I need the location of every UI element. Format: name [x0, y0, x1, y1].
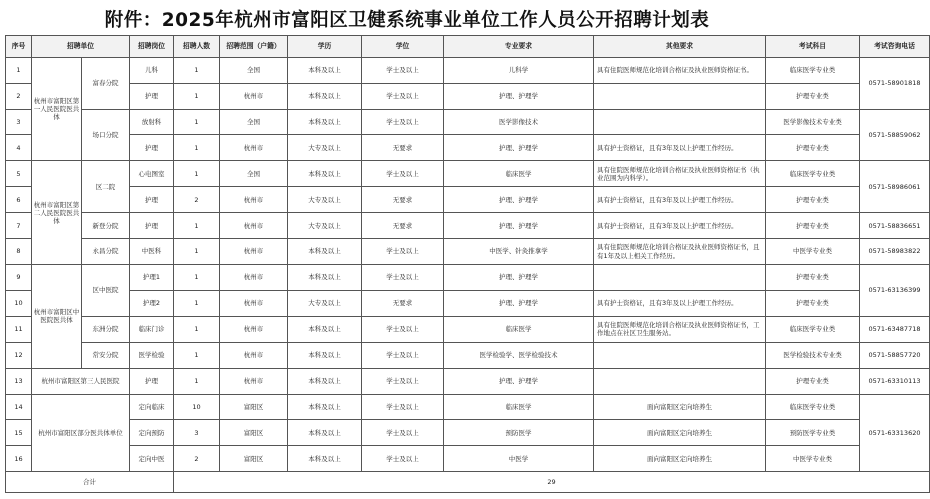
- table-row: 6 护理 2 杭州市 大专及以上 无要求 护理、护理学 具有护士资格证，且有3年及以上护理工作经历。 护理专业类: [6, 187, 930, 213]
- phone-cell: 0571-63487718: [860, 316, 930, 342]
- table-row: 3 场口分院 放射科 1 全国 本科及以上 学士及以上 医学影像技术 医学影像技术专业类 0571-58859062: [6, 109, 930, 135]
- header-phone: 考试咨询电话: [860, 36, 930, 58]
- unit-cell: 区中医院: [82, 265, 130, 317]
- unit-cell: 东洲分院: [82, 316, 130, 342]
- header-exam: 考试科目: [766, 36, 860, 58]
- unit-cell: 区二院: [82, 161, 130, 213]
- header-edu: 学历: [288, 36, 362, 58]
- table-row: 4 护理 1 杭州市 大专及以上 无要求 护理、护理学 具有护士资格证，且有3年及以上护理工作经历。 护理专业类: [6, 135, 930, 161]
- phone-cell: 0571-58859062: [860, 109, 930, 161]
- header-count: 招聘人数: [174, 36, 220, 58]
- group-cell: 杭州市富阳区中医院医共体: [32, 265, 82, 369]
- unit-cell: 永昌分院: [82, 239, 130, 265]
- table-row: 9 杭州市富阳区中医院医共体 区中医院 护理1 1 杭州市 本科及以上 学士及以上 护理、护理学 护理专业类 0571-63136399: [6, 265, 930, 291]
- unit-cell: 富春分院: [82, 57, 130, 109]
- table-row: 7 新登分院 护理 1 杭州市 大专及以上 无要求 护理、护理学 具有护士资格证，且有3年及以上护理工作经历。 护理专业类 0571-58836651: [6, 213, 930, 239]
- recruitment-plan-table: [5, 35, 930, 493]
- group-cell: 杭州市富阳区第一人民医院医共体: [32, 57, 82, 161]
- unit-cell: 新登分院: [82, 213, 130, 239]
- table-row: 11 东洲分院 临床门诊 1 杭州市 本科及以上 学士及以上 临床医学 具有住院医师规范化培训合格证及执业医师资格证书，工作地点在社区卫生服务站。 临床医学专业类 0571-63487718: [6, 316, 930, 342]
- header-row: [6, 36, 930, 58]
- table-row: 8 永昌分院 中医科 1 杭州市 本科及以上 学士及以上 中医学、针灸推拿学 具有住院医师规范化培训合格证及执业医师资格证书，且有1年及以上相关工作经历。 中医学专业类 0571-58983822: [6, 239, 930, 265]
- table-row: 14 杭州市富阳区部分医共体单位 定向临床 10 富阳区 本科及以上 学士及以上 临床医学 面向富阳区定向培养生 临床医学专业类 0571-63313620: [6, 394, 930, 420]
- group-cell: 杭州市富阳区部分医共体单位: [32, 394, 130, 472]
- unit-cell: 场口分院: [82, 109, 130, 161]
- unit-cell: 常安分院: [82, 342, 130, 368]
- header-major: 专业要求: [444, 36, 594, 58]
- header-no: 序号: [6, 36, 32, 58]
- table-row: 2 护理 1 杭州市 本科及以上 学士及以上 护理、护理学 护理专业类: [6, 83, 930, 109]
- header-scope: 招聘范围（户籍）: [220, 36, 288, 58]
- phone-cell: 0571-58901818: [860, 57, 930, 109]
- table-row: 15 定向预防 3 富阳区 本科及以上 学士及以上 预防医学 面向富阳区定向培养生 预防医学专业类: [6, 420, 930, 446]
- phone-cell: 0571-63313620: [860, 394, 930, 472]
- phone-cell: 0571-58986061: [860, 161, 930, 213]
- phone-cell: 0571-58857720: [860, 342, 930, 368]
- table-row: 12 常安分院 医学检验 1 杭州市 本科及以上 学士及以上 医学检验学、医学检验技术 医学检验技术专业类 0571-58857720: [6, 342, 930, 368]
- header-other: 其他要求: [594, 36, 766, 58]
- group-cell: 杭州市富阳区第三人民医院: [32, 368, 130, 394]
- phone-cell: 0571-63310113: [860, 368, 930, 394]
- header-post: 招聘岗位: [130, 36, 174, 58]
- table-row: 5 杭州市富阳区第二人民医院医共体 区二院 心电图室 1 全国 本科及以上 学士及以上 临床医学 具有住院医师规范化培训合格证及执业医师资格证书（执业范围为内科学）。 临床医学专业类 0571-58986061: [6, 161, 930, 187]
- total-count: 29: [174, 472, 930, 493]
- table-row: 1 杭州市富阳区第一人民医院医共体 富春分院 儿科 1 全国 本科及以上 学士及以上 儿科学 具有住院医师规范化培训合格证及执业医师资格证书。 临床医学专业类 0571-58901818: [6, 57, 930, 83]
- phone-cell: 0571-58983822: [860, 239, 930, 265]
- header-degree: 学位: [362, 36, 444, 58]
- total-row: [6, 472, 930, 493]
- table-row: 10 护理2 1 杭州市 大专及以上 无要求 护理、护理学 具有护士资格证，且有3年及以上护理工作经历。 护理专业类: [6, 290, 930, 316]
- phone-cell: 0571-63136399: [860, 265, 930, 317]
- phone-cell: 0571-58836651: [860, 213, 930, 239]
- table-row: 13 杭州市富阳区第三人民医院 护理 1 杭州市 本科及以上 学士及以上 护理、护理学 护理专业类 0571-63310113: [6, 368, 930, 394]
- table-row: 16 定向中医 2 富阳区 本科及以上 学士及以上 中医学 面向富阳区定向培养生 中医学专业类: [6, 446, 930, 472]
- page-title: 附件：2025年杭州市富阳区卫健系统事业单位工作人员公开招聘计划表: [104, 10, 710, 31]
- group-cell: 杭州市富阳区第二人民医院医共体: [32, 161, 82, 265]
- total-label: 合计: [6, 472, 174, 493]
- header-unit: 招聘单位: [32, 36, 130, 58]
